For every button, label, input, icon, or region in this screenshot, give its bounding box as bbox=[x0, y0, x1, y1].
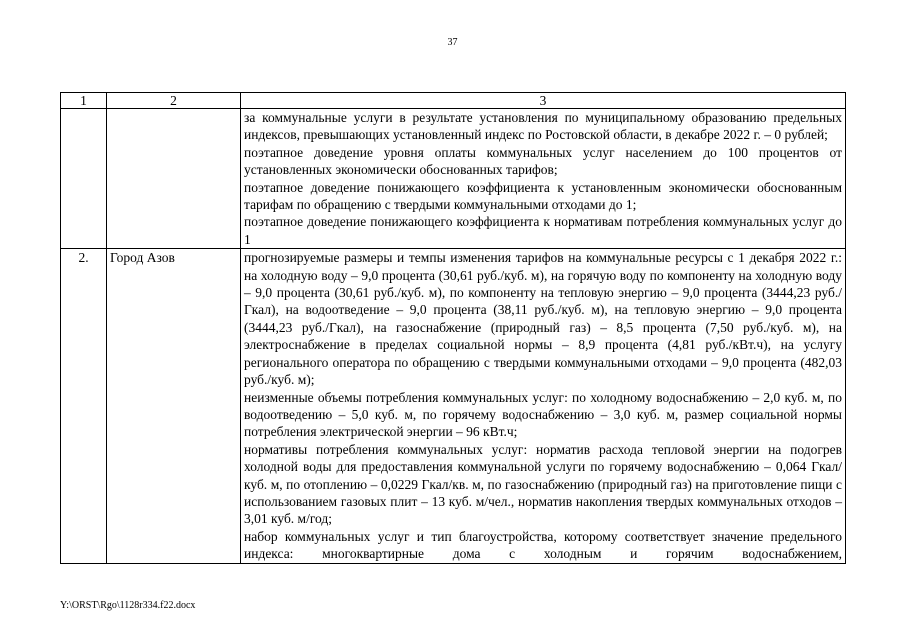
description-paragraph: поэтапное доведение уровня оплаты коммунальных услуг населением до 100 процентов от установленных экономически обоснованных тарифов; bbox=[244, 144, 842, 178]
column-header: 3 bbox=[241, 93, 846, 109]
table-header-row bbox=[61, 93, 846, 109]
description-paragraph: неизменные объемы потребления коммунальных услуг: по холодному водоснабжению – 2,0 куб. м, по водоотведению – 5,0 куб. м, по горячему водоснабжению – 3,0 куб. м, размер социальной нормы потребления электрической энергии – 96 кВт.ч; bbox=[244, 389, 842, 440]
document-table bbox=[60, 92, 846, 564]
column-header: 1 bbox=[61, 93, 107, 109]
file-path-footer: Y:\ORST\Rgo\1128r334.f22.docx bbox=[60, 600, 196, 611]
description-cell bbox=[241, 109, 846, 249]
description-paragraph: поэтапное доведение понижающего коэффициента к установленным экономически обоснованным тарифам по обращению с твердыми коммунальными отходами до 1; bbox=[244, 179, 842, 213]
description-cell bbox=[241, 249, 846, 563]
municipality-name-cell bbox=[107, 109, 241, 249]
row-number-cell bbox=[61, 109, 107, 249]
table-row bbox=[61, 109, 846, 249]
description-paragraph: набор коммунальных услуг и тип благоустройства, которому соответствует значение предельного индекса: многоквартирные дома с холодным и горячим водоснабжением, bbox=[244, 528, 842, 562]
description-paragraph: прогнозируемые размеры и темпы изменения тарифов на коммунальные ресурсы с 1 декабря 2022 г.: на холодную воду – 9,0 процента (30,61 руб./куб. м), на горячую воду по компоненту на холодную воду – 9,0 процента (30,61 руб./куб. м), по компоненту на тепловую энергию – 9,0 процента (3444,23 руб./Гкал), на водоотведение – 9,0 процента (38,11 руб./куб. м), на тепловую энергию – 9,0 процента (3444,23 руб./Гкал), на газоснабжение (природный газ) – 8,5 процента (7,50 руб./куб. м), на электроснабжение в пределах социальной нормы – 8,9 процента (4,81 руб./кВт.ч), на услугу регионального оператора по обращению с твердыми коммунальными отходами – 9,0 процента (482,03 руб./куб. м); bbox=[244, 250, 842, 388]
column-header: 2 bbox=[107, 93, 241, 109]
description-paragraph: за коммунальные услуги в результате установления по муниципальному образованию предельных индексов, превышающих установленный индекс по Ростовской области, в декабре 2022 г. – 0 рублей; bbox=[244, 110, 842, 143]
description-paragraph: нормативы потребления коммунальных услуг: норматив расхода тепловой энергии на подогрев холодной воды для предоставления коммунальной услуги по горячему водоснабжению – 0,064 Гкал/куб. м, по отоплению – 0,0229 Гкал/кв. м, по газоснабжению (природный газ) на приготовление пищи с использованием газовых плит – 13 куб. м/чел., норматив накопления твердых коммунальных отходов – 3,01 куб. м/год; bbox=[244, 441, 842, 527]
municipality-name-cell: Город Азов bbox=[107, 249, 241, 563]
page-number: 37 bbox=[447, 37, 458, 48]
table-row bbox=[61, 249, 846, 563]
description-paragraph: поэтапное доведение понижающего коэффициента к нормативам потребления коммунальных услуг до 1 bbox=[244, 214, 842, 247]
row-number-cell: 2. bbox=[61, 249, 107, 563]
